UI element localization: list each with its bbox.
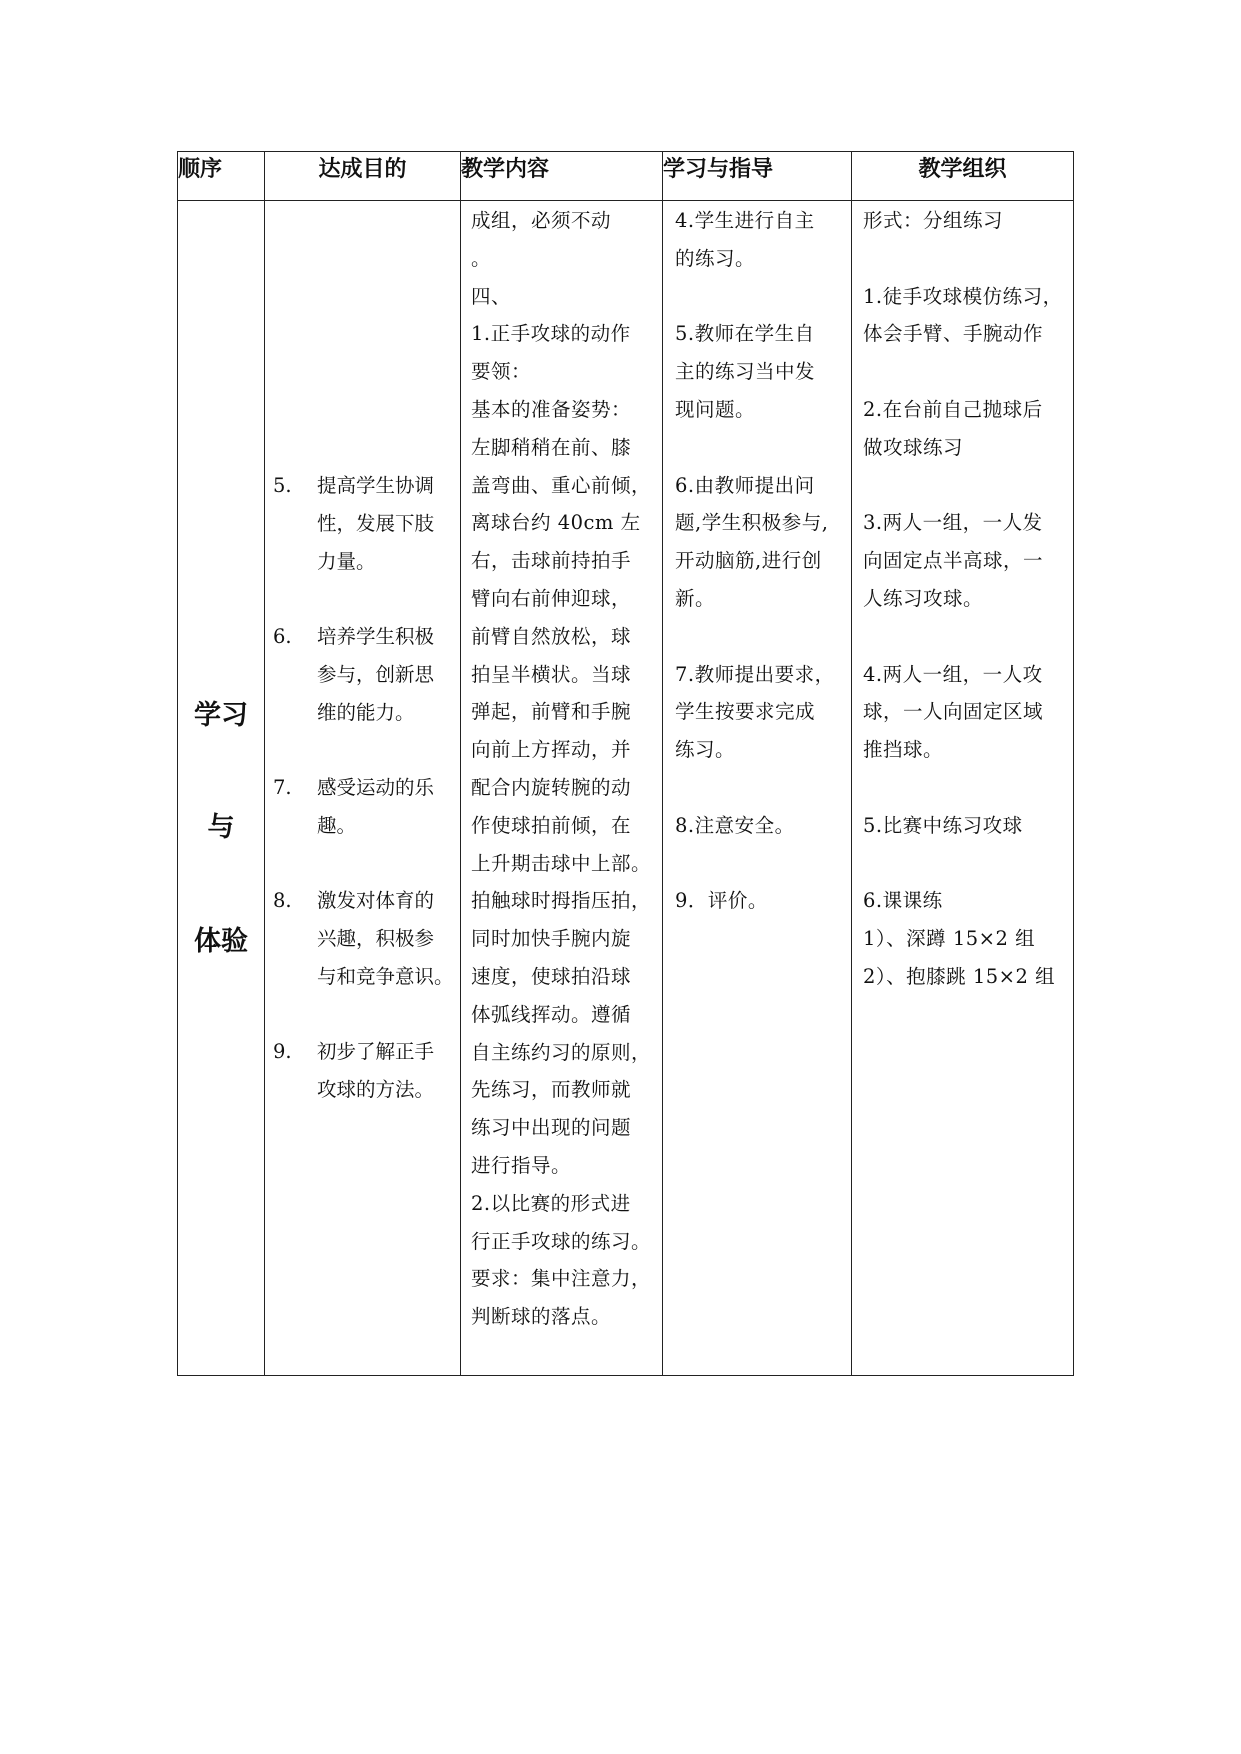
guidance-line [675,845,835,883]
content-line: 。 [471,246,492,270]
goal-number: 8. [273,889,292,912]
content-line: 弹起，前臂和手腕 [471,700,632,724]
content-line: 作使球拍前倾，在 [471,813,632,837]
guidance-line [675,769,835,807]
guidance-line [675,429,835,467]
guidance-text [675,202,835,920]
guidance-line: 学生按要求完成 [675,700,816,724]
goal-number: 9. [273,1040,292,1063]
content-line: 基本的准备姿势： [471,397,632,421]
content-line: 向前上方挥动，并 [471,738,632,762]
organization-line: 做攻球练习 [863,435,964,459]
goal-number: 6. [273,625,292,648]
guidance-line: 主的练习当中发 [675,360,816,384]
guidance-cell [663,201,852,1376]
organization-line: 1）、深蹲 15×2 组 [863,927,1036,951]
goal-text-line: 感受运动的乐 [317,776,435,799]
content-line: 成组，必须不动 [471,209,612,232]
content-line: 配合内旋转腕的动 [471,775,632,799]
goal-text-line: 提高学生协调 [317,474,435,497]
organization-line [863,769,1063,807]
organization-line [863,618,1063,656]
body-row [178,201,1074,1376]
stage-cell [178,201,265,1376]
guidance-line [675,618,835,656]
goal-number: 7. [273,776,292,799]
goal-text-line: 力量。 [317,549,376,573]
content-line: 体弧线挥动。遵循 [471,1002,632,1026]
organization-line: 3.两人一组，一人发 [863,511,1043,535]
organization-line: 形式：分组练习 [863,209,1004,232]
organization-line [863,240,1063,278]
stage-label-line-1: 学习 [194,700,248,731]
organization-line: 人练习攻球。 [863,586,984,610]
guidance-line: 现问题。 [675,397,756,421]
content-line: 进行指导。 [471,1153,572,1177]
content-line: 四、 [471,284,512,308]
content-line: 自主练约习的原则， [471,1040,652,1064]
organization-line: 球，一人向固定区域 [863,700,1044,724]
organization-line: 6.课课练 [863,889,943,913]
organization-line: 推挡球。 [863,738,944,762]
content-line: 左脚稍稍在前、膝 [471,435,632,459]
header-order: 顺序 [178,152,265,201]
content-line: 拍触球时拇指压拍， [471,889,652,913]
organization-line: 4.两人一组，一人攻 [863,662,1043,686]
content-line: 右，击球前持拍手 [471,549,632,573]
organization-line: 5.比赛中练习攻球 [863,813,1023,837]
content-line: 上升期击球中上部。 [471,851,652,875]
organization-line: 体会手臂、手腕动作 [863,322,1044,346]
goal-text-line: 维的能力。 [317,700,415,724]
organization-line: 2.在台前自己抛球后 [863,397,1043,421]
content-line: 同时加快手腕内旋 [471,927,632,951]
goal-text-line: 性，发展下肢 [317,511,435,535]
guidance-line: 5.教师在学生自 [675,322,815,346]
organization-line: 1.徒手攻球模仿练习， [863,284,1063,308]
content-text [471,202,651,1336]
stage-label-line-2: 与 [207,812,235,843]
content-line: 2.以比赛的形式进 [471,1191,631,1215]
guidance-line: 7.教师提出要求， [675,662,835,686]
organization-line: 2）、抱膝跳 15×2 组 [863,964,1056,988]
guidance-line: 4.学生进行自主 [675,209,815,232]
goal-text-line: 初步了解正手 [317,1040,435,1063]
goal-text-line: 兴趣，积极参 [317,926,435,950]
guidance-line: 题,学生积极参与, [675,511,829,535]
header-content: 教学内容 [461,152,663,201]
content-line: 先练习，而教师就 [471,1078,632,1102]
guidance-line: 8.注意安全。 [675,813,795,837]
organization-cell [852,201,1074,1376]
goal-number: 5. [273,474,292,497]
stage-label-line-3: 体验 [194,926,248,957]
content-line: 臂向右前伸迎球， [471,586,632,610]
organization-line [863,467,1063,505]
lesson-plan-table [177,151,1074,1376]
goal-text-line: 趣。 [317,813,357,837]
goal-text-line: 参与，创新思 [317,662,435,686]
organization-text [863,202,1063,996]
goal-text-line: 与和竞争意识。 [317,964,454,988]
content-line: 盖弯曲、重心前倾， [471,473,652,497]
header-row [178,152,1074,201]
guidance-line [675,278,835,316]
content-line: 离球台约 40cm 左 [471,511,641,535]
organization-line [863,353,1063,391]
guidance-line: 9．评价。 [675,889,768,913]
content-line: 练习中出现的问题 [471,1116,632,1140]
organization-line [863,845,1063,883]
goal-cell [265,201,461,1376]
guidance-line: 练习。 [675,738,736,762]
content-cell [461,201,663,1376]
goal-text-line: 攻球的方法。 [317,1077,435,1101]
content-line: 判断球的落点。 [471,1305,612,1329]
content-line: 速度，使球拍沿球 [471,964,632,988]
content-line: 行正手攻球的练习。 [471,1229,652,1253]
content-line: 前臂自然放松，球 [471,624,632,648]
guidance-line: 的练习。 [675,246,756,270]
guidance-line: 新。 [675,586,716,610]
goal-text-line: 培养学生积极 [317,625,435,648]
content-line: 要求：集中注意力， [471,1267,652,1291]
goal-text-line: 激发对体育的 [317,889,435,912]
content-line: 1.正手攻球的动作 [471,322,631,346]
header-organization: 教学组织 [852,152,1074,201]
guidance-line: 6.由教师提出问 [675,473,815,497]
header-guidance: 学习与指导 [663,152,852,201]
guidance-line: 开动脑筋,进行创 [675,549,822,573]
content-line: 要领： [471,360,532,384]
header-goal: 达成目的 [265,152,461,201]
organization-line: 向固定点半高球，一 [863,549,1044,573]
content-line: 拍呈半横状。当球 [471,662,632,686]
